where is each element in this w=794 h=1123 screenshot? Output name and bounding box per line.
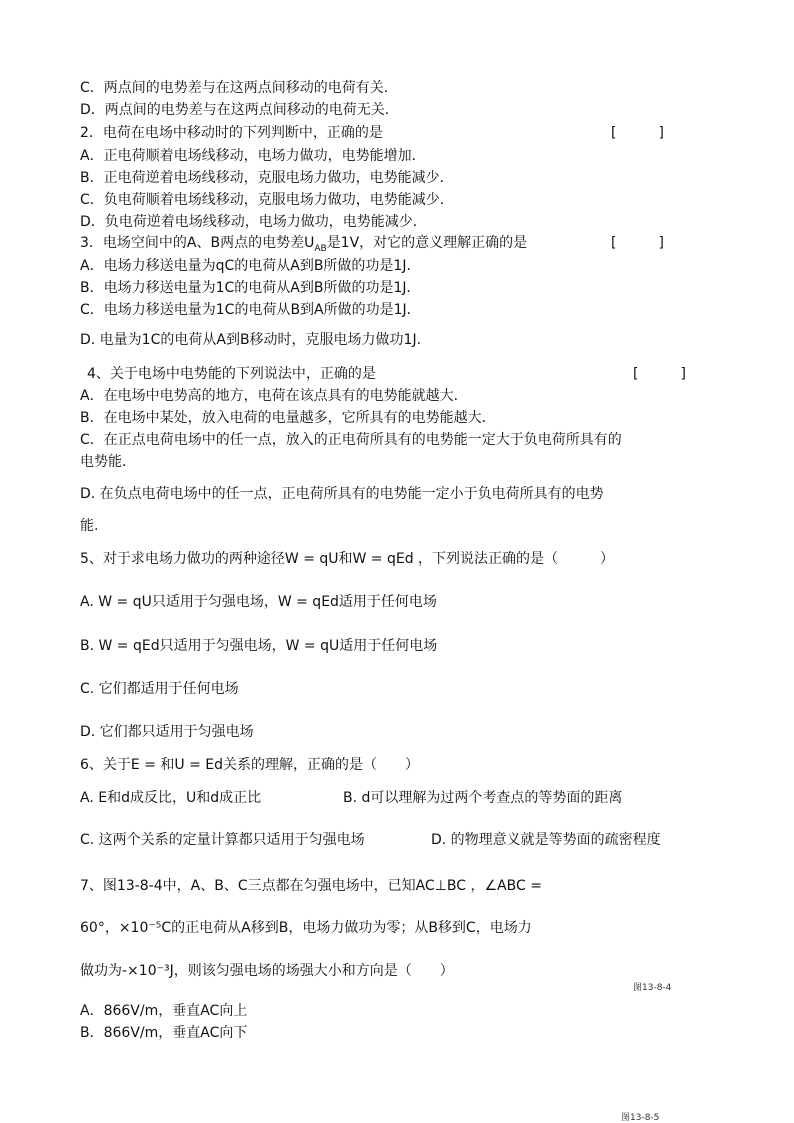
q2-stem: 2．电荷在电场中移动时的下列判断中，正确的是: [80, 125, 383, 141]
q3-stem-post: 是1V，对它的意义理解正确的是: [326, 235, 528, 251]
q4-stem: 4、关于电场中电势能的下列说法中，正确的是: [87, 366, 376, 382]
q6-option-c: C. 这两个关系的定量计算都只适用于匀强电场: [80, 832, 365, 848]
q2-option-a: A．正电荷顺着电场线移动，电场力做功，电势能增加．: [80, 148, 426, 164]
q6-option-b: B. d可以理解为过两个考查点的等势面的距离: [343, 790, 623, 806]
q6-option-a: A. E和d成反比，U和d成正比: [80, 790, 262, 806]
q4-option-a: A．在电场中电势高的地方，电荷在该点具有的电势能就越大．: [80, 388, 468, 404]
figure-label-13-8-5: 图13-8-5: [621, 1113, 660, 1123]
q2-answer-bracket: [ ]: [611, 125, 664, 141]
q5-option-b: B. W = qEd只适用于匀强电场，W = qU适用于任何电场: [80, 638, 438, 654]
q3-stem-subscript: AB: [314, 243, 327, 254]
q3-option-b: B．电场力移送电量为1C的电荷从A到B所做的功是1J．: [80, 280, 421, 296]
q2-option-d: D．负电荷逆着电场线移动，电场力做功，电势能减少．: [80, 214, 427, 230]
q3-answer-bracket: [ ]: [611, 235, 664, 251]
q5-option-c: C. 它们都适用于任何电场: [80, 681, 239, 697]
q1-option-c: C．两点间的电势差与在这两点间移动的电荷有关．: [80, 80, 398, 96]
q7-option-a: A．866V/m，垂直AC向上: [80, 1003, 248, 1019]
q6-option-d: D. 的物理意义就是等势面的疏密程度: [431, 832, 661, 848]
figure-label-13-8-4: 图13-8-4: [633, 983, 672, 993]
q3-stem: [80, 234, 527, 252]
q4-option-d-line1: D. 在负点电荷电场中的任一点，正电荷所具有的电势能一定小于负电荷所具有的电势: [80, 486, 604, 502]
q7-stem-line1: 7、图13-8-4中，A、B、C三点都在匀强电场中，已知AC⊥BC ，∠ABC =: [80, 878, 542, 894]
q4-answer-bracket: [ ]: [633, 366, 686, 382]
q3-option-c: C．电场力移送电量为1C的电荷从B到A所做的功是1J．: [80, 302, 421, 318]
q3-option-d: D. 电量为1C的电荷从A到B移动时，克服电场力做功1J.: [80, 332, 422, 348]
q4-option-b: B．在电场中某处，放入电荷的电量越多，它所具有的电势能越大．: [80, 410, 496, 426]
q1-option-d: D．两点间的电势差与在这两点间移动的电荷无关．: [80, 102, 399, 118]
q7-stem-line2: 60°，×10⁻⁵C的正电荷从A移到B，电场力做功为零；从B移到C，电场力: [80, 920, 532, 936]
q2-option-c: C．负电荷顺着电场线移动，克服电场力做功，电势能减少．: [80, 192, 454, 208]
q4-option-c-line2: 电势能．: [80, 454, 136, 470]
q3-option-a: A．电场力移送电量为qC的电荷从A到B所做的功是1J．: [80, 258, 421, 274]
q5-option-a: A. W = qU只适用于匀强电场，W = qEd适用于任何电场: [80, 594, 437, 610]
q7-stem-line3: 做功为-×10⁻³J，则该匀强电场的场强大小和方向是（ ）: [80, 963, 454, 979]
q7-option-b: B．866V/m，垂直AC向下: [80, 1025, 248, 1041]
q5-stem: 5、对于求电场力做功的两种途径W = qU和W = qEd ，下列说法正确的是（ ）: [80, 551, 615, 567]
q3-stem-pre: 3．电场空间中的A、B两点的电势差U: [80, 235, 315, 251]
q6-stem: 6、关于E = 和U = Ed关系的理解，正确的是（ ）: [80, 757, 419, 773]
q4-option-c-line1: C．在正点电荷电场中的任一点，放入的正电荷所具有的电势能一定大于负电荷所具有的: [80, 432, 622, 448]
q2-option-b: B．正电荷逆着电场线移动，克服电场力做功，电势能减少．: [80, 170, 454, 186]
q5-option-d: D. 它们都只适用于匀强电场: [80, 724, 254, 740]
q4-option-d-line2: 能.: [80, 518, 99, 534]
